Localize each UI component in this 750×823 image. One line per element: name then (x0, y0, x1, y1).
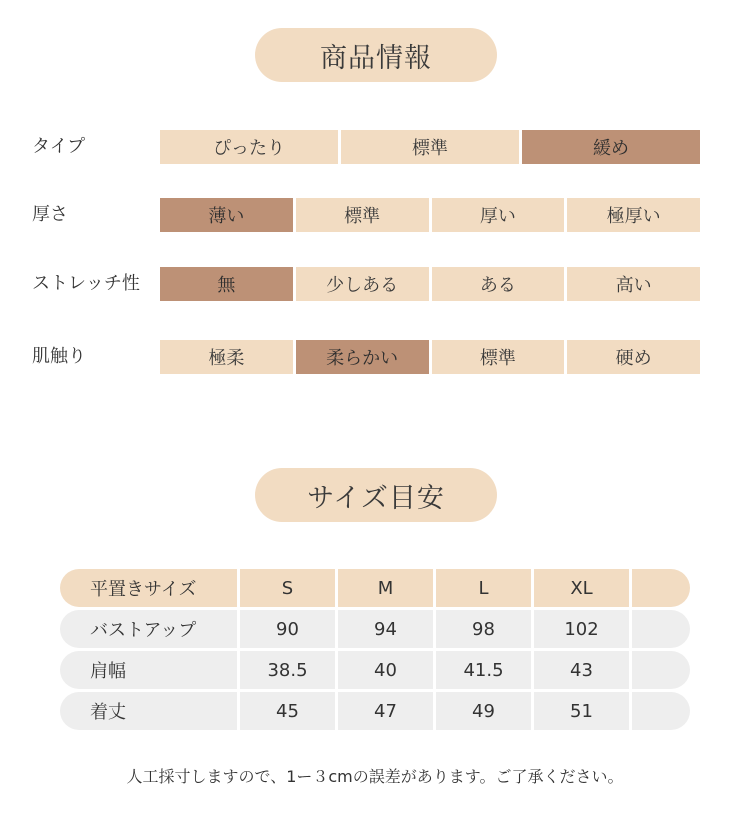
attribute-options (160, 340, 700, 374)
attribute-option-selected: 柔らかい (296, 340, 429, 374)
measurement-note: 人工採寸しますので、1ー３cmの誤差があります。ご了承ください。 (126, 767, 624, 786)
attribute-option-selected: 緩め (522, 130, 700, 164)
size-cell: 41.5 (436, 651, 534, 689)
attribute-row (0, 130, 750, 164)
size-table (60, 569, 690, 733)
attribute-label: タイプ (32, 136, 86, 157)
size-cell: 43 (534, 651, 632, 689)
attribute-option: 標準 (432, 340, 565, 374)
size-guide-title: サイズ目安 (255, 468, 497, 522)
attribute-option: 少しある (296, 267, 429, 301)
size-cell (632, 692, 690, 730)
size-cell (632, 651, 690, 689)
size-cell: 49 (436, 692, 534, 730)
attribute-row (0, 198, 750, 232)
attribute-option: 標準 (341, 130, 519, 164)
size-row-label: 着丈 (60, 692, 240, 730)
attribute-option: 標準 (296, 198, 429, 232)
size-cell: 102 (534, 610, 632, 648)
attribute-option-selected: 無 (160, 267, 293, 301)
size-cell: 98 (436, 610, 534, 648)
size-cell (632, 569, 690, 607)
size-row-label: バストアップ (60, 610, 240, 648)
size-cell (632, 610, 690, 648)
attribute-option: ぴったり (160, 130, 338, 164)
size-cell: 40 (338, 651, 436, 689)
attribute-label: 厚さ (32, 204, 68, 225)
size-cell: 51 (534, 692, 632, 730)
size-row-label: 肩幅 (60, 651, 240, 689)
size-cell: 45 (240, 692, 338, 730)
size-table-row (60, 692, 690, 730)
size-cell: L (436, 569, 534, 607)
size-cell: S (240, 569, 338, 607)
attribute-option: 厚い (432, 198, 565, 232)
attribute-label: 肌触り (32, 346, 86, 367)
attribute-option: 極厚い (567, 198, 700, 232)
attribute-options (160, 267, 700, 301)
size-cell: M (338, 569, 436, 607)
attribute-options (160, 198, 700, 232)
attribute-option: 高い (567, 267, 700, 301)
size-cell: 47 (338, 692, 436, 730)
size-table-row (60, 610, 690, 648)
size-row-label: 平置きサイズ (60, 569, 240, 607)
attribute-row (0, 267, 750, 301)
attribute-row (0, 340, 750, 374)
product-info-title: 商品情報 (255, 28, 497, 82)
attribute-label: ストレッチ性 (32, 273, 140, 294)
size-cell: 94 (338, 610, 436, 648)
size-table-header (60, 569, 690, 607)
attribute-option-selected: 薄い (160, 198, 293, 232)
attribute-option: 硬め (567, 340, 700, 374)
size-cell: 38.5 (240, 651, 338, 689)
size-cell: 90 (240, 610, 338, 648)
attribute-option: ある (432, 267, 565, 301)
size-table-row (60, 651, 690, 689)
size-cell: XL (534, 569, 632, 607)
attribute-option: 極柔 (160, 340, 293, 374)
attribute-options (160, 130, 700, 164)
